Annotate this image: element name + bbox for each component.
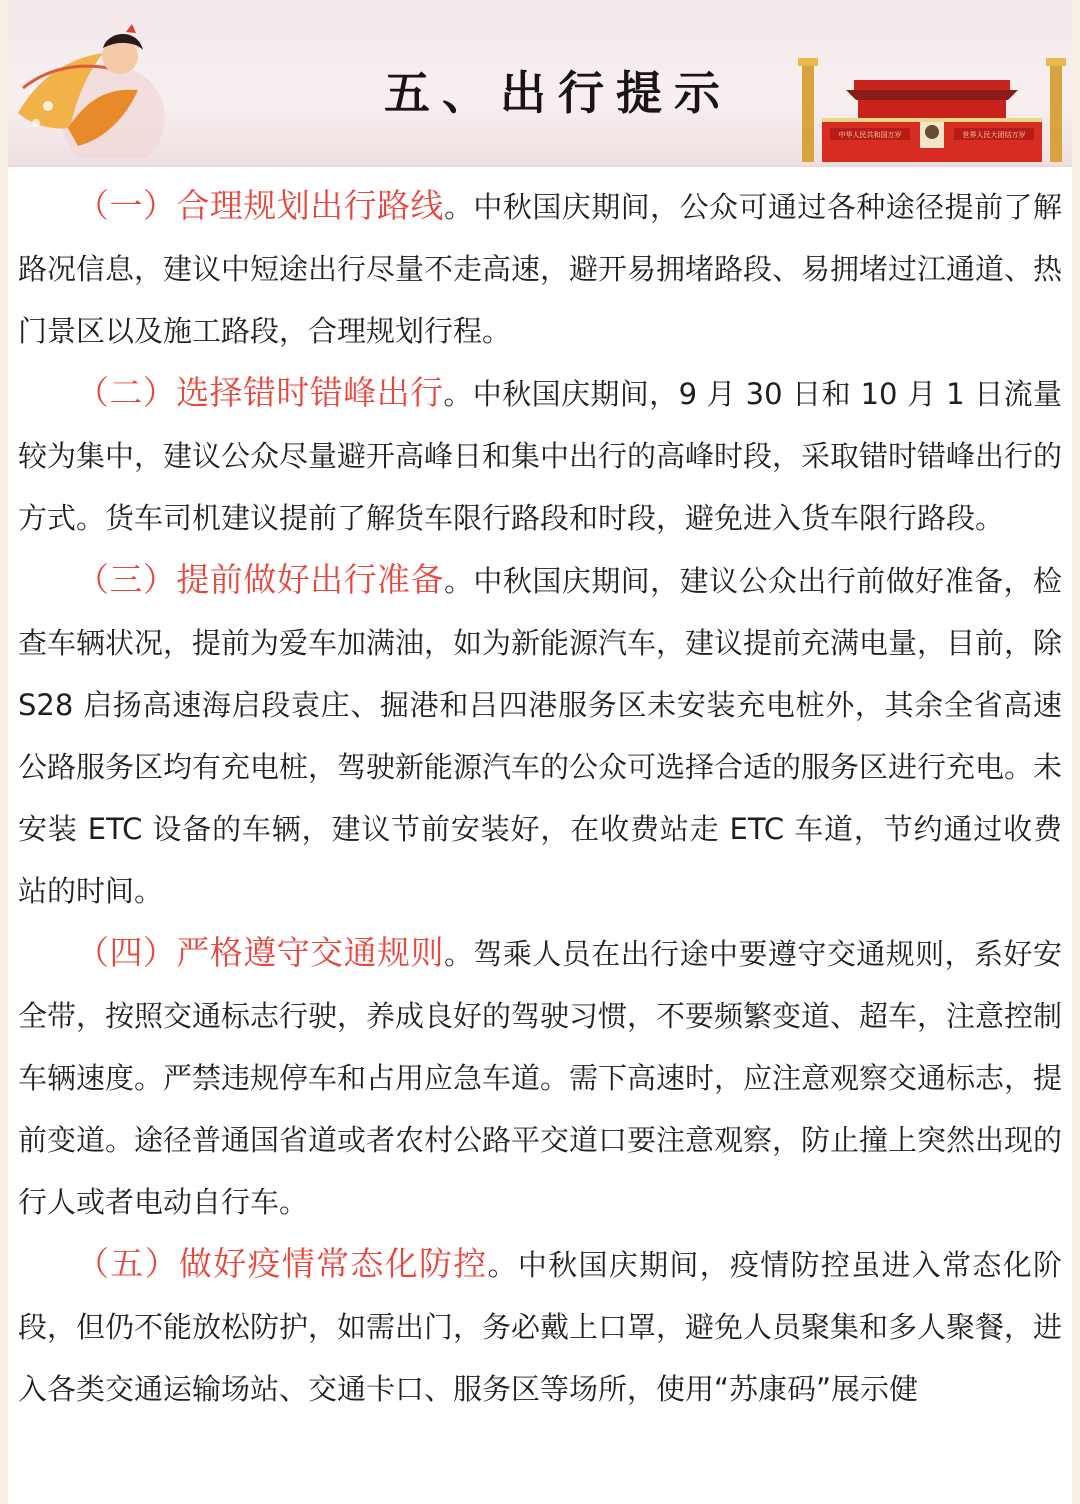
section-2 bbox=[18, 362, 1062, 549]
section-heading: （一）合理规划出行路线 bbox=[76, 186, 444, 225]
section-5 bbox=[18, 1233, 1062, 1420]
tiananmen-gate-icon bbox=[794, 56, 1070, 164]
plaque-left-text: 中华人民共和国万岁 bbox=[838, 131, 902, 139]
section-heading: （三）提前做好出行准备 bbox=[76, 560, 444, 599]
plaque-right-text: 世界人民大团结万岁 bbox=[962, 131, 1026, 139]
article-body bbox=[18, 175, 1062, 1420]
page-title: 五、出行提示 bbox=[384, 66, 732, 120]
header-banner bbox=[8, 0, 1072, 167]
section-body: 。中秋国庆期间，公众可通过各种途径提前了解路况信息，建议中短途出行尽量不走高速，避开易拥堵路段、易拥堵过江通道、热门景区以及施工路段，合理规划行程。 bbox=[18, 190, 1063, 348]
section-heading: （五）做好疫情常态化防控 bbox=[76, 1244, 488, 1283]
chang-e-moon-fairy-icon bbox=[8, 18, 178, 158]
section-heading: （二）选择错时错峰出行 bbox=[76, 373, 444, 412]
section-heading: （四）严格遵守交通规则 bbox=[76, 933, 444, 972]
section-1 bbox=[18, 175, 1062, 362]
section-3 bbox=[18, 549, 1062, 922]
section-body: 。中秋国庆期间，9 月 30 日和 10 月 1 日流量较为集中，建议公众尽量避开高峰日和集中出行的高峰时段，采取错时错峰出行的方式。货车司机建议提前了解货车限行路段和时段，避免进入货车限行路段。 bbox=[18, 377, 1063, 535]
section-body: 。中秋国庆期间，建议公众出行前做好准备，检查车辆状况，提前为爱车加满油，如为新能源汽车，建议提前充满电量，目前，除 S28 启扬高速海启段袁庄、掘港和吕四港服务区未安装充电桩外，其余全省高速公路服务区均有充电桩，驾驶新能源汽车的公众可选择合适的服务区进行充电。未安装 ETC 设备的车辆，建议节前安装好，在收费站走 ETC 车道，节约通过收费站的时间。 bbox=[18, 564, 1063, 908]
section-body: 。驾乘人员在出行途中要遵守交通规则，系好安全带，按照交通标志行驶，养成良好的驾驶习惯，不要频繁变道、超车，注意控制车辆速度。严禁违规停车和占用应急车道。需下高速时，应注意观察交通标志，提前变道。途径普通国省道或者农村公路平交道口要注意观察，防止撞上突然出现的行人或者电动自行车。 bbox=[18, 937, 1063, 1219]
section-body: 。中秋国庆期间，疫情防控虽进入常态化阶段，但仍不能放松防护，如需出门，务必戴上口罩，避免人员聚集和多人聚餐，进入各类交通运输场站、交通卡口、服务区等场所，使用“苏康码”展示健 bbox=[18, 1248, 1063, 1406]
section-4 bbox=[18, 922, 1062, 1233]
